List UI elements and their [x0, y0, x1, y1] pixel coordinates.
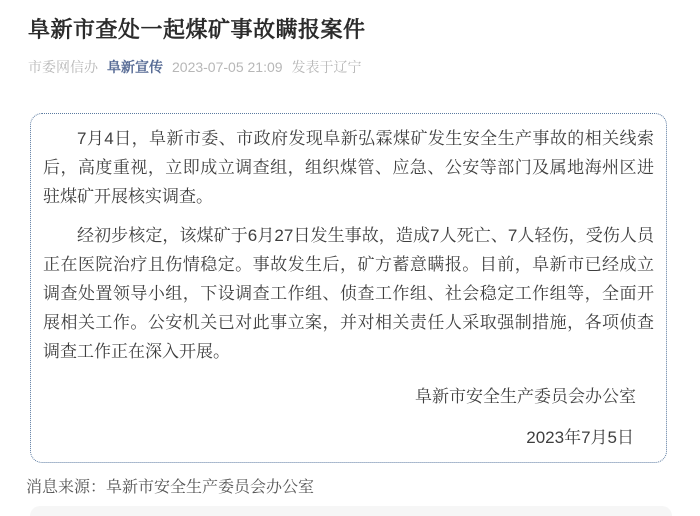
account-name-link[interactable]: 阜新宣传 — [107, 59, 163, 75]
author-label: 市委网信办 — [28, 59, 98, 75]
next-card-preview — [30, 506, 672, 516]
publish-datetime: 2023-07-05 21:09 — [172, 59, 283, 75]
article-meta — [28, 57, 700, 77]
publish-location: 发表于辽宁 — [291, 59, 362, 75]
notice-paragraph-1: 7月4日，阜新市委、市政府发现阜新弘霖煤矿发生安全生产事故的相关线索后，高度重视，立即成立调查组，组织煤管、应急、公安等部门及属地海州区进驻煤矿开展核实调查。 — [43, 129, 654, 206]
notice-box — [30, 113, 667, 463]
notice-signature: 阜新市安全生产委员会办公室 — [415, 387, 636, 406]
notice-date: 2023年7月5日 — [526, 428, 634, 447]
source-line: 消息来源：阜新市安全生产委员会办公室 — [26, 479, 315, 496]
notice-paragraph-2: 经初步核定，该煤矿于6月27日发生事故，造成7人死亡、7人轻伤，受伤人员正在医院治疗且伤情稳定。事故发生后，矿方蓄意瞒报。目前，阜新市已经成立调查处置领导小组，下设调查工作组、侦查工作组、社会稳定工作组等，全面开展相关工作。公安机关已对此事立案，并对相关责任人采取强制措施，各项侦查调查工作正在深入开展。 — [43, 226, 654, 361]
article-title: 阜新市查处一起煤矿事故瞒报案件 — [28, 17, 366, 42]
article-page — [0, 14, 700, 516]
